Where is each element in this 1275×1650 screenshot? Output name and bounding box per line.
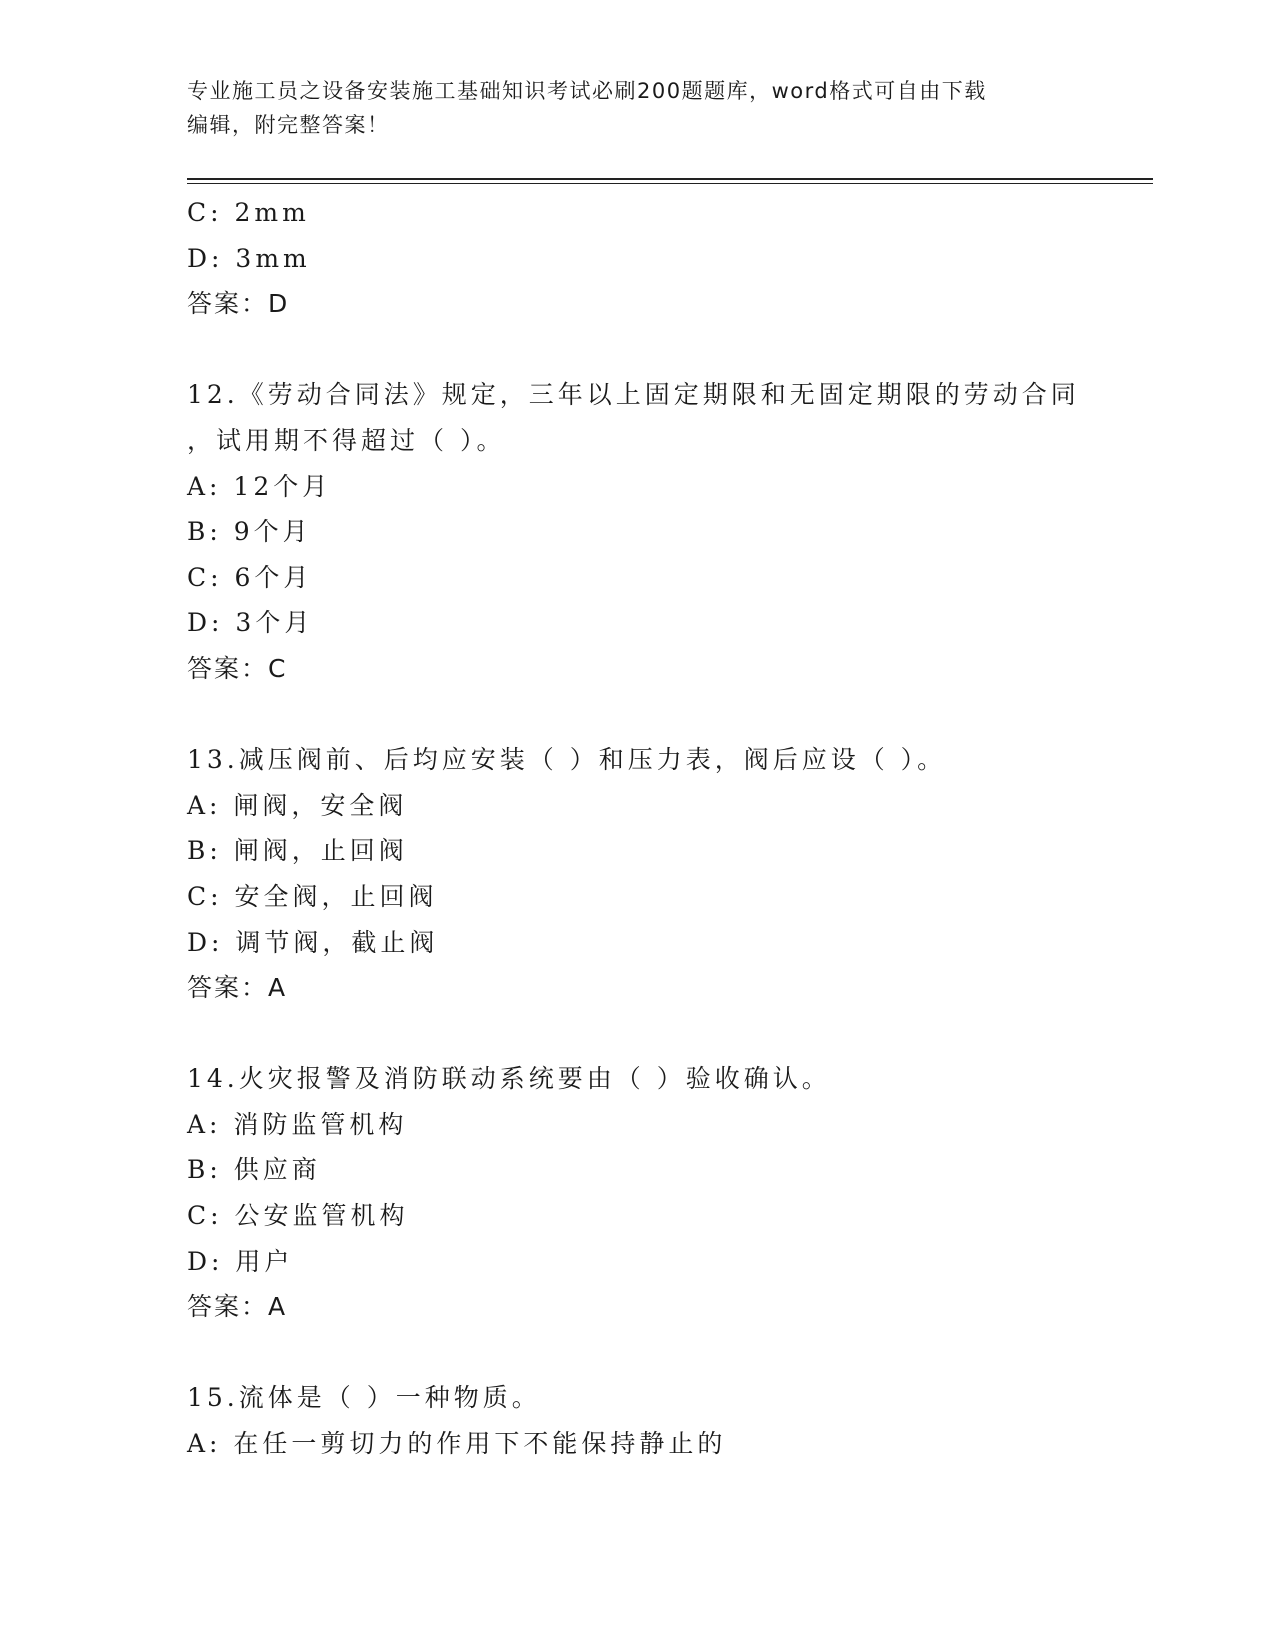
question-list [187,190,1147,1467]
option-b: B: 9个月 [187,517,312,547]
question-stem: 14.火灾报警及消防联动系统要由（ ）验收确认。 [187,1064,831,1094]
option-a: A: 12个月 [187,471,332,501]
question-13 [187,737,1147,1011]
header-divider-thick [187,178,1153,180]
answer-label: 答案：C [187,653,288,683]
option-d: D: 调节阀，截止阀 [187,927,439,957]
spacer [187,1011,1147,1057]
answer-label: 答案：D [187,289,290,319]
document-header [187,74,1087,142]
question-14 [187,1056,1147,1330]
spacer [187,692,1147,738]
option-a: A: 闸阀，安全阀 [187,790,408,820]
question-stem: 15.流体是（ ）一种物质。 [187,1383,541,1413]
answer-label: 答案：A [187,1292,288,1322]
question-stem: 13.减压阀前、后均应安装（ ）和压力表，阀后应设（ ）。 [187,745,947,775]
option-c: C: 公安监管机构 [187,1201,409,1231]
header-title-line1: 专业施工员之设备安装施工基础知识考试必刷200题题库，word格式可自由下载 [187,79,987,103]
option-d: D: 3个月 [187,608,314,638]
option-c: C: 安全阀，止回阀 [187,881,438,911]
option-a: A: 消防监管机构 [187,1109,408,1139]
option-a: A: 在任一剪切力的作用下不能保持静止的 [187,1429,727,1459]
question-stem-continued: ，试用期不得超过（ ）。 [187,425,506,455]
option-b: B: 供应商 [187,1155,321,1185]
spacer [187,1330,1147,1376]
question-stem: 12.《劳动合同法》规定，三年以上固定期限和无固定期限的劳动合同 [187,380,1080,410]
option-d: D: 3mm [187,243,311,273]
answer-label: 答案：A [187,973,288,1003]
question-15 [187,1375,1147,1466]
header-title-line2: 编辑，附完整答案！ [187,113,390,137]
option-b: B: 闸阀，止回阀 [187,836,408,866]
option-c: C: 6个月 [187,562,313,592]
question-12 [187,372,1147,691]
spacer [187,327,1147,373]
question-11-continued [187,190,1147,327]
option-c: C: 2mm [187,198,310,227]
option-d: D: 用户 [187,1246,294,1276]
header-divider-thin [187,183,1153,184]
